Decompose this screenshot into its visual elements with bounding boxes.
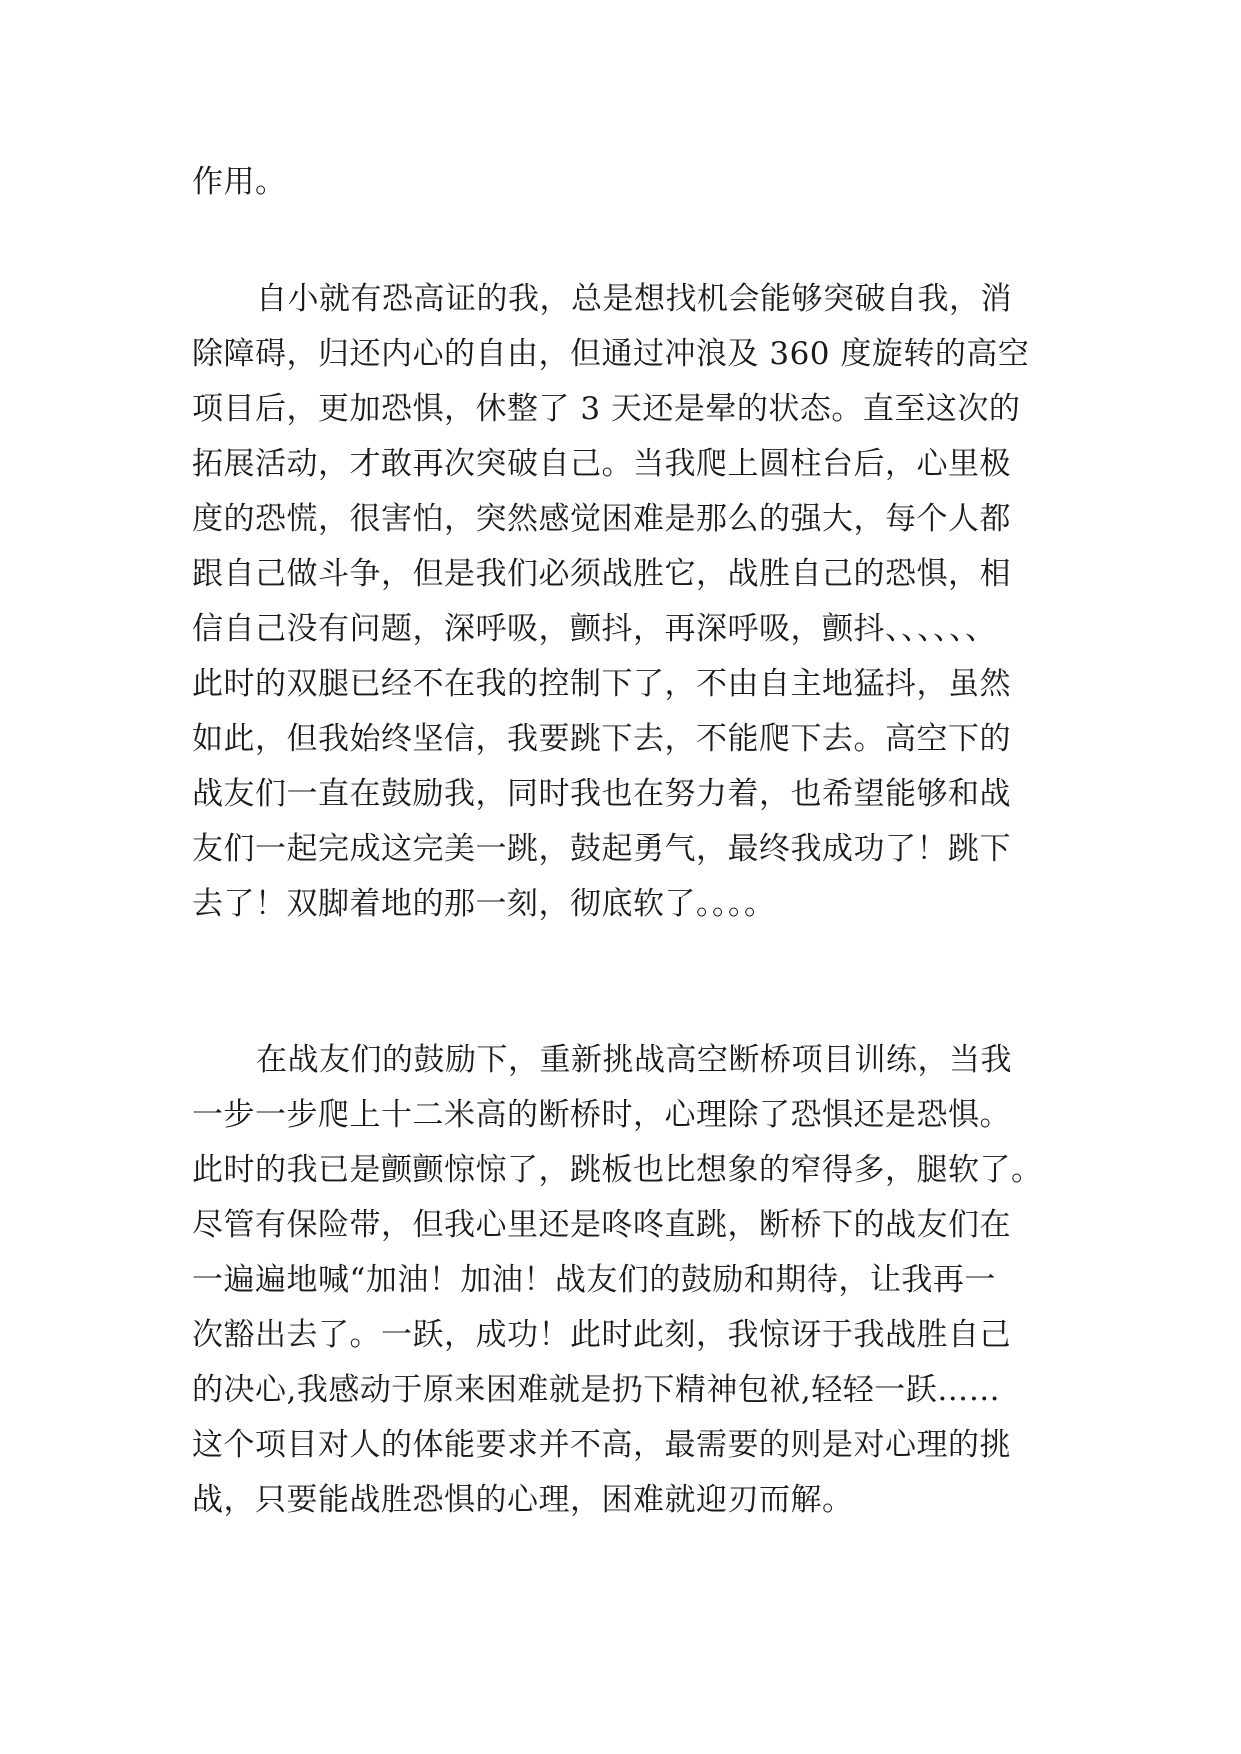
text-line: 一遍遍地喊“加油！加油！战友们的鼓励和期待，让我再一 — [192, 1262, 996, 1298]
text-line: 除障碍，归还内心的自由，但通过冲浪及 360 度旋转的高空 — [192, 336, 1030, 372]
paragraph-fear-of-heights — [192, 272, 1062, 932]
text-line: 友们一起完成这完美一跳，鼓起勇气，最终我成功了！跳下 — [192, 831, 1011, 867]
text-line: 战友们一直在鼓励我，同时我也在努力着，也希望能够和战 — [192, 776, 1011, 812]
text-line: 拓展活动，才敢再次突破自己。当我爬上圆柱台后，心里极 — [192, 446, 1011, 482]
text-line: 在战友们的鼓励下，重新挑战高空断桥项目训练，当我 — [256, 1042, 1012, 1078]
text-line: 尽管有保险带，但我心里还是咚咚直跳，断桥下的战友们在 — [192, 1207, 1011, 1243]
text-line: 战，只要能战胜恐惧的心理，困难就迎刃而解。 — [192, 1482, 854, 1518]
text-line: 项目后，更加恐惧，休整了 3 天还是晕的状态。直至这次的 — [192, 391, 1021, 427]
text-line: 去了！双脚着地的那一刻，彻底软了。。。。 — [192, 886, 776, 922]
paragraph-continuation — [192, 155, 1062, 210]
text-line: 信自己没有问题，深呼吸，颤抖，再深呼吸，颤抖、、、、、、 — [192, 611, 997, 647]
paragraph-broken-bridge — [192, 1033, 1062, 1528]
text-line: 一步一步爬上十二米高的断桥时，心理除了恐惧还是恐惧。 — [192, 1097, 1011, 1133]
text-line: 自小就有恐高证的我，总是想找机会能够突破自我，消 — [256, 281, 1012, 317]
text-line: 此时的双腿已经不在我的控制下了，不由自主地猛抖，虽然 — [192, 666, 1011, 702]
text-line: 如此，但我始终坚信，我要跳下去，不能爬下去。高空下的 — [192, 721, 1011, 757]
text-line: 这个项目对人的体能要求并不高，最需要的则是对心理的挑 — [192, 1427, 1011, 1463]
text-line: 作用。 — [192, 164, 287, 200]
text-line: 度的恐慌，很害怕，突然感觉困难是那么的强大，每个人都 — [192, 501, 1011, 537]
text-line: 次豁出去了。一跃，成功！此时此刻，我惊讶于我战胜自己 — [192, 1317, 1011, 1353]
text-line: 的决心,我感动于原来困难就是扔下精神包袱,轻轻一跃…… — [192, 1372, 1001, 1408]
text-line: 跟自己做斗争，但是我们必须战胜它，战胜自己的恐惧，相 — [192, 556, 1011, 592]
text-line: 此时的我已是颤颤惊惊了，跳板也比想象的窄得多，腿软了。 — [192, 1152, 1043, 1188]
